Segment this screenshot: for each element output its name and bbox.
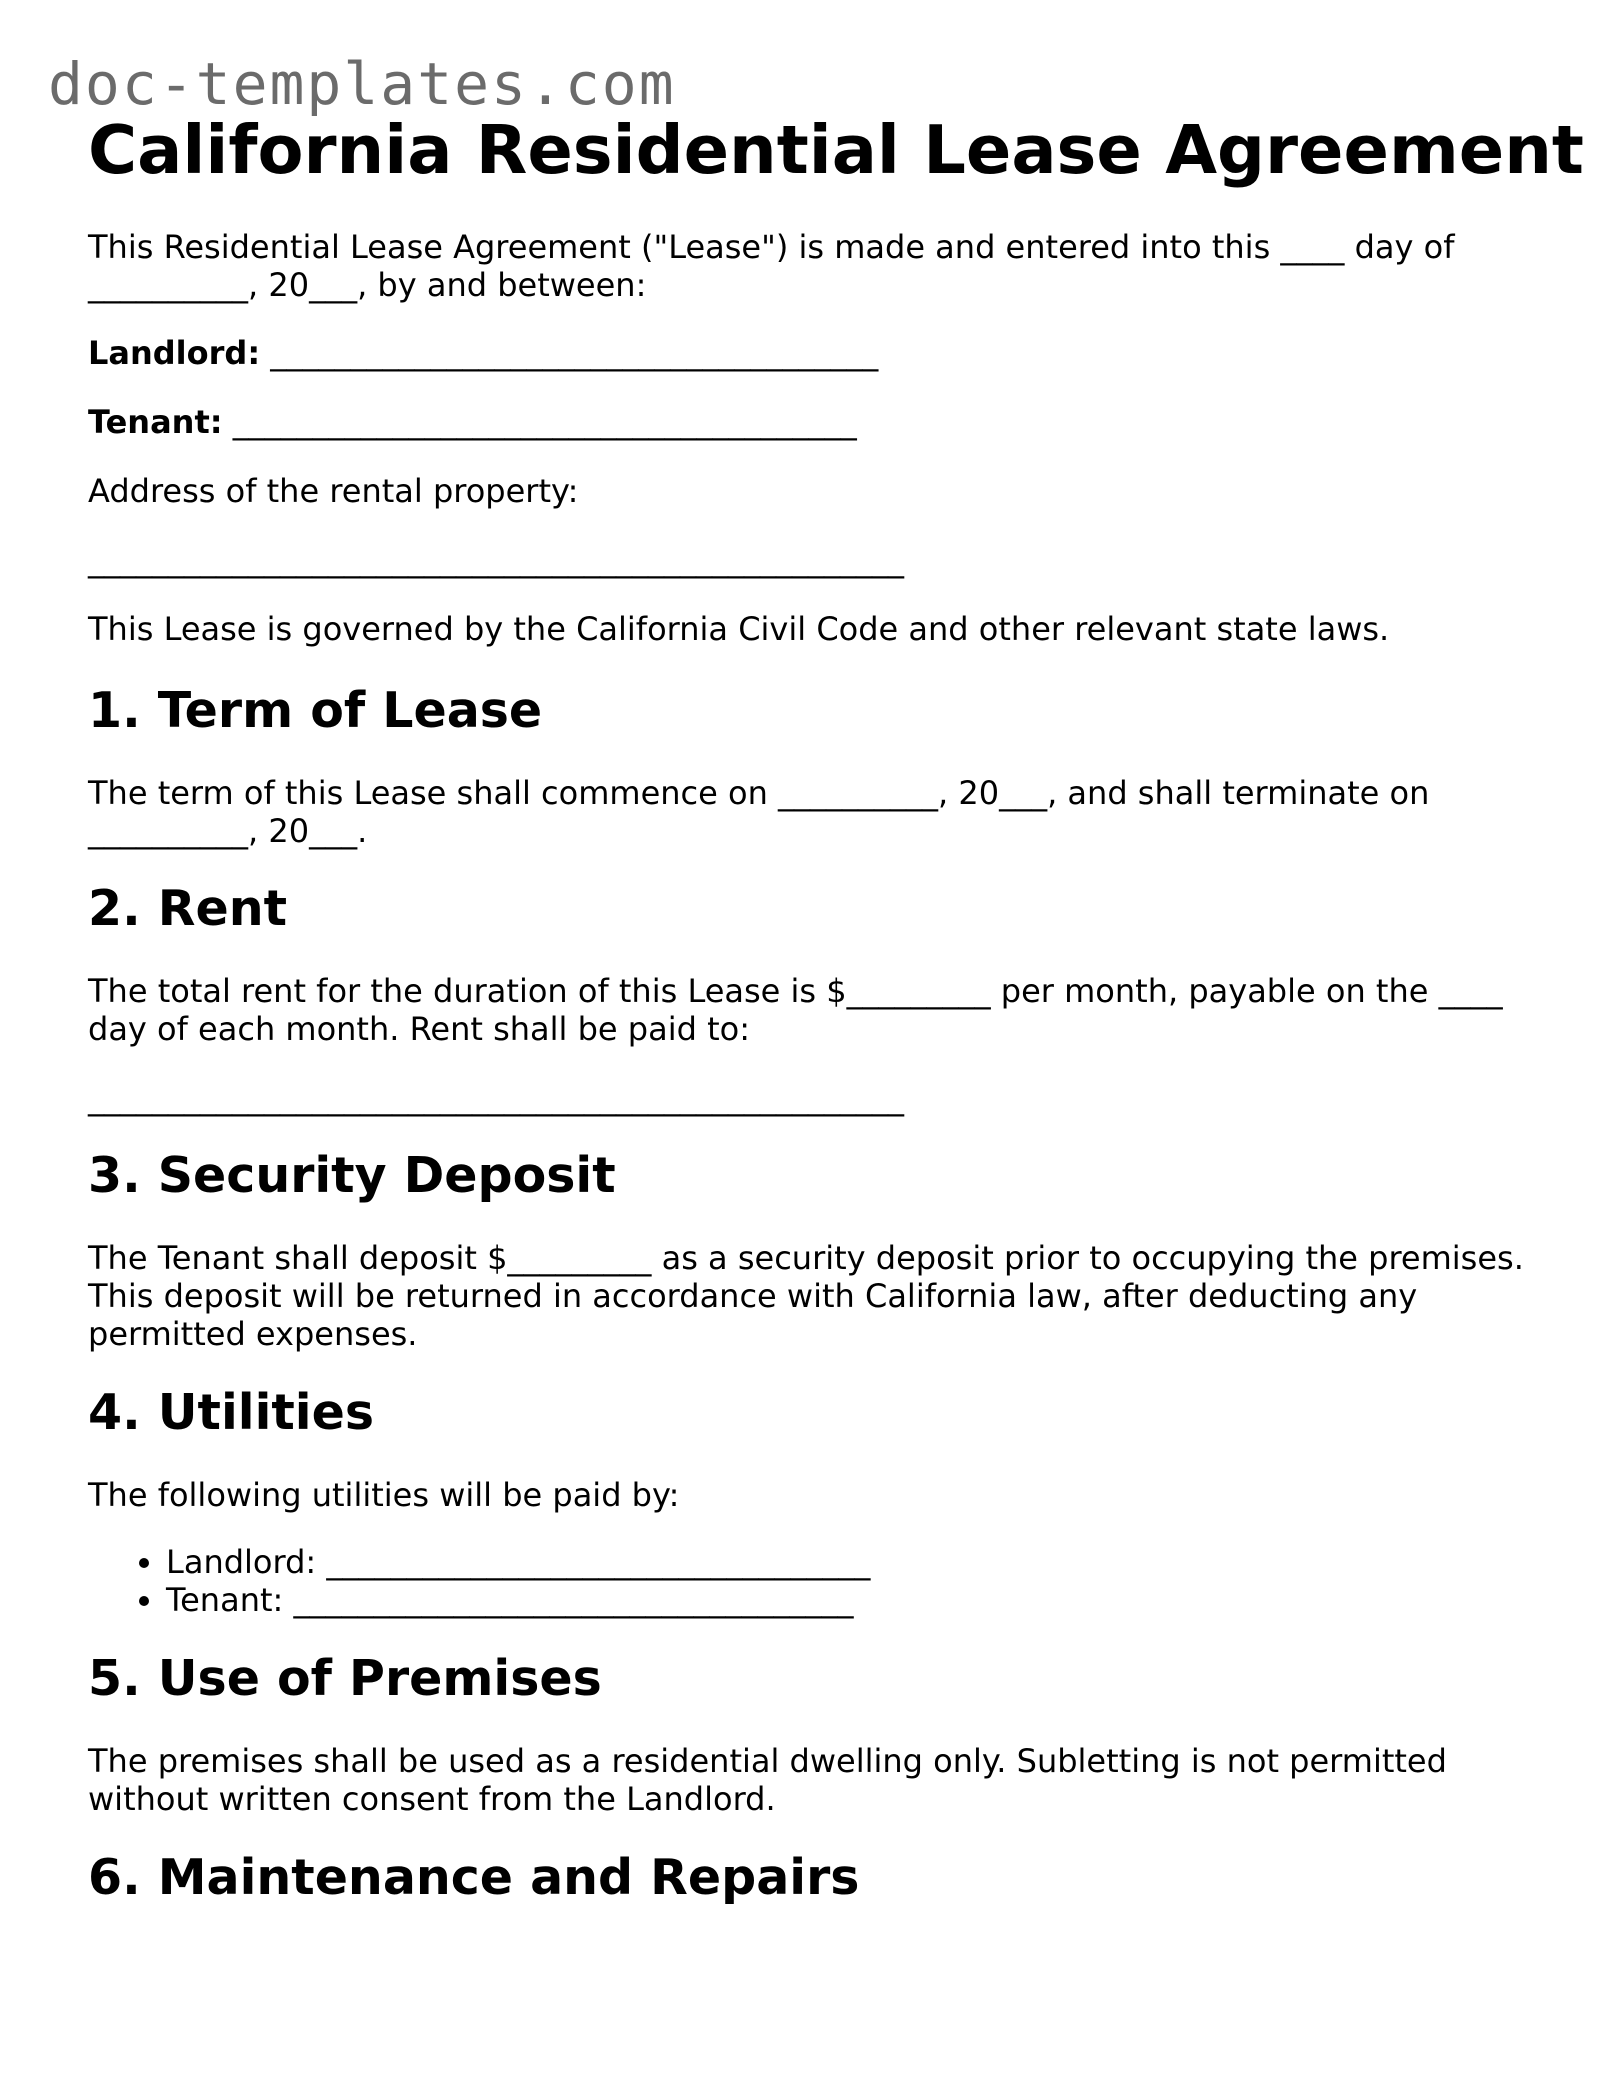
section-body-use-of-premises: The premises shall be used as a residential dwelling only. Subletting is not permitted without written consent from the Landlord. (88, 1742, 1447, 1818)
tenant-blank: _______________________________________ (232, 403, 857, 441)
section-body-utilities: The following utilities will be paid by: (88, 1476, 680, 1514)
watermark: doc-templates.com (48, 50, 676, 118)
section-body-rent: The total rent for the duration of this Lease is $_________ per month, payable on the ____ day of each month. Rent shall be paid to: (88, 972, 1503, 1048)
document-title: California Residential Lease Agreement (88, 111, 1584, 189)
document-page (88, 108, 1584, 1908)
section-body-term: The term of this Lease shall commence on __________, 20___, and shall terminate on __________, 20___. (88, 774, 1430, 850)
section-heading-security-deposit: 3. Security Deposit (88, 1147, 616, 1204)
governing-law-paragraph: This Lease is governed by the California Civil Code and other relevant state laws. (88, 610, 1390, 648)
utilities-list (88, 1543, 1528, 1619)
address-blank: ___________________________________________________ (88, 541, 904, 579)
landlord-blank: ______________________________________ (270, 334, 879, 372)
section-heading-maintenance: 6. Maintenance and Repairs (88, 1849, 860, 1906)
tenant-line (88, 403, 1528, 441)
section-heading-term: 1. Term of Lease (88, 682, 543, 739)
section-heading-use-of-premises: 5. Use of Premises (88, 1650, 602, 1707)
rent-payee-blank: ___________________________________________________ (88, 1079, 904, 1117)
landlord-line (88, 334, 1528, 372)
section-heading-utilities: 4. Utilities (88, 1384, 374, 1441)
section-heading-rent: 2. Rent (88, 880, 288, 937)
tenant-label: Tenant: (88, 403, 223, 441)
list-item: • Landlord: __________________________________ (166, 1543, 1528, 1581)
list-item: • Tenant: ___________________________________ (166, 1581, 1528, 1619)
section-body-security-deposit: The Tenant shall deposit $_________ as a security deposit prior to occupying the premises. This deposit will be returned in accordance with California law, after deducting any permitted expenses. (88, 1239, 1524, 1353)
address-label: Address of the rental property: (88, 472, 579, 510)
landlord-label: Landlord: (88, 334, 261, 372)
intro-paragraph: This Residential Lease Agreement ("Lease") is made and entered into this ____ day of __________, 20___, by and between: (88, 228, 1455, 304)
